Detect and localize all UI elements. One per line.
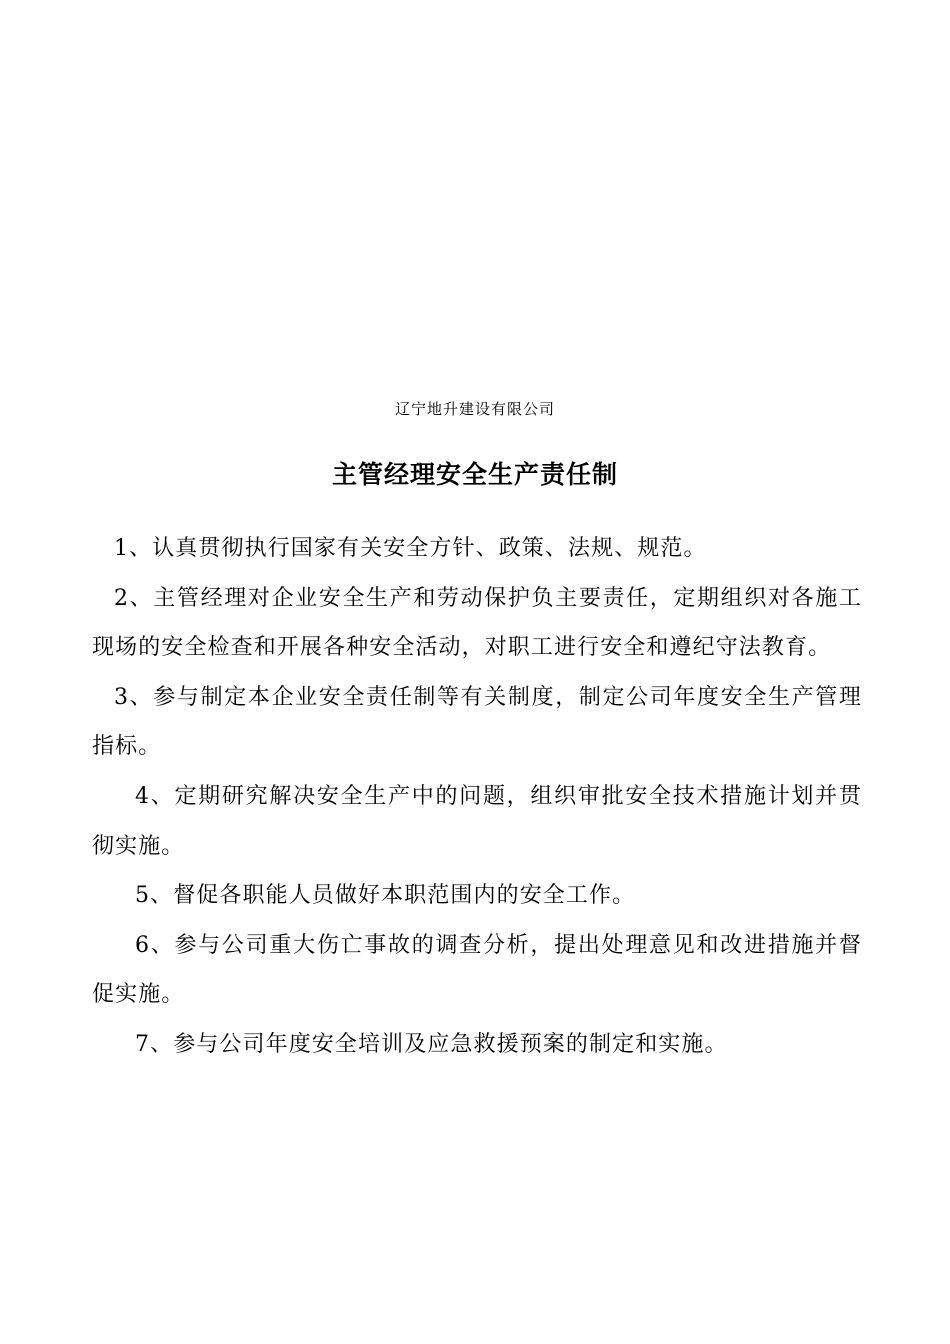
company-name: 辽宁地升建设有限公司 <box>394 400 555 418</box>
clause-5: 5、督促各职能人员做好本职范围内的安全工作。 <box>135 883 636 909</box>
clause-3: 3、参与制定本企业安全责任制等有关制度，制定公司年度安全生产管理指标。 <box>92 684 862 760</box>
clause-6: 6、参与公司重大伤亡事故的调查分析，提出处理意见和改进措施并督促实施。 <box>92 932 862 1008</box>
document-title: 主管经理安全生产责任制 <box>331 460 618 489</box>
clause-7: 7、参与公司年度安全培训及应急救援预案的制定和实施。 <box>135 1031 728 1057</box>
clause-2: 2、主管经理对企业安全生产和劳动保护负主要责任，定期组织对各施工现场的安全检查和开展各种安全活动，对职工进行安全和遵纪守法教育。 <box>92 585 862 661</box>
clause-4: 4、定期研究解决安全生产中的问题，组织审批安全技术措施计划并贯彻实施。 <box>92 783 862 859</box>
clause-list <box>92 524 862 1070</box>
clause-1: 1、认真贯彻执行国家有关安全方针、政策、法规、规范。 <box>114 536 707 561</box>
